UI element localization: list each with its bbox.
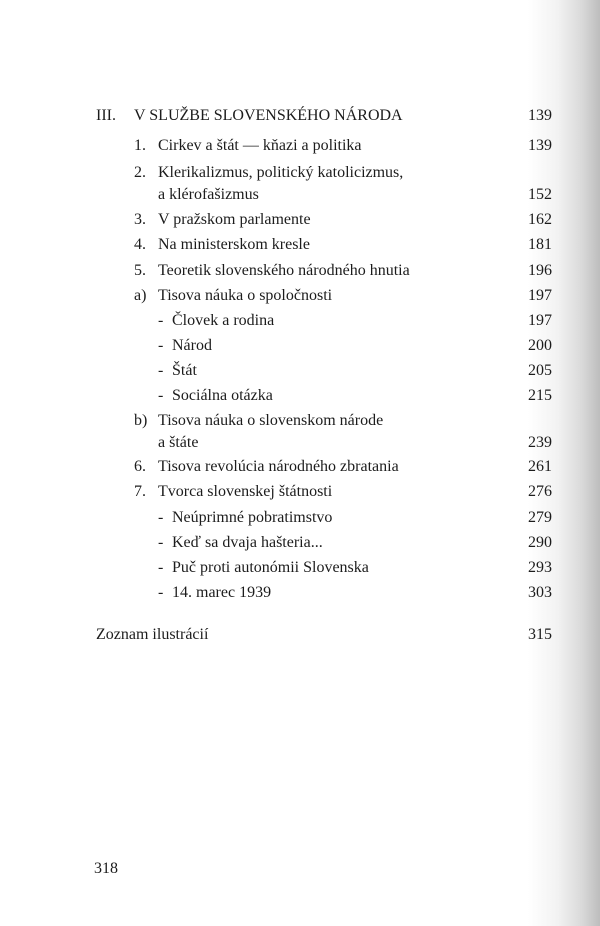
entry-number: 3.: [134, 211, 146, 228]
subentry-title: Národ: [172, 337, 212, 354]
entry-number: 5.: [134, 262, 146, 279]
entry-title: Teoretik slovenského národného hnutia: [158, 262, 410, 279]
subentry-dash: -: [158, 387, 164, 404]
toc-entry: [134, 163, 552, 209]
subentry-title: 14. marec 1939: [172, 584, 272, 601]
subentry-title: Sociálna otázka: [172, 387, 273, 404]
toc-entry: [134, 411, 552, 457]
toc-entry: [134, 482, 552, 508]
entry-title: V pražskom parlamente: [158, 211, 311, 228]
entry-page: 196: [528, 262, 552, 279]
page-number: 318: [94, 860, 118, 877]
entry-number: 4.: [134, 236, 146, 253]
entry-title: Cirkev a štát — kňazi a politika: [158, 137, 362, 154]
subentry-page: 303: [528, 584, 552, 601]
toc-subentry: [158, 361, 552, 387]
entry-page: 239: [528, 434, 552, 451]
subentry-dash: -: [158, 559, 164, 576]
entry-number: 6.: [134, 458, 146, 475]
subentry-page: 205: [528, 362, 552, 379]
entry-page: 197: [528, 287, 552, 304]
appendix-title: Zoznam ilustrácií: [96, 626, 209, 643]
chapter-title: V SLUŽBE SLOVENSKÉHO NÁRODA: [134, 107, 403, 124]
subentry-dash: -: [158, 534, 164, 551]
entry-page: 261: [528, 458, 552, 475]
toc-entry: [134, 210, 552, 236]
entry-page: 139: [528, 137, 552, 154]
toc-subentry: [158, 508, 552, 534]
entry-number: 2.: [134, 164, 146, 181]
entry-page: 276: [528, 483, 552, 500]
subentry-title: Keď sa dvaja hašteria...: [172, 534, 323, 551]
toc-entry: [134, 457, 552, 483]
subentry-dash: -: [158, 337, 164, 354]
toc-entry: [134, 261, 552, 287]
subentry-dash: -: [158, 312, 164, 329]
entry-number: a): [134, 287, 147, 304]
entry-title-line1: Tisova náuka o slovenskom národe: [158, 412, 384, 429]
toc-subentry: [158, 533, 552, 559]
appendix-page: 315: [528, 626, 552, 643]
subentry-page: 279: [528, 509, 552, 526]
entry-title-line2: a klérofašizmus: [158, 186, 259, 203]
toc-entry: [134, 286, 552, 312]
subentry-title: Puč proti autonómii Slovenska: [172, 559, 369, 576]
entry-title: Na ministerskom kresle: [158, 236, 310, 253]
entry-title: Tisova náuka o spoločnosti: [158, 287, 333, 304]
toc-appendix: [96, 625, 552, 651]
subentry-title: Štát: [172, 362, 197, 379]
entry-page: 162: [528, 211, 552, 228]
entry-title-line1: Klerikalizmus, politický katolicizmus,: [158, 164, 404, 181]
subentry-page: 290: [528, 534, 552, 551]
subentry-title: Človek a rodina: [172, 312, 275, 329]
toc-subentry: [158, 336, 552, 362]
subentry-page: 200: [528, 337, 552, 354]
chapter-number: III.: [96, 107, 116, 124]
subentry-page: 293: [528, 559, 552, 576]
toc-chapter-heading: [96, 106, 552, 132]
toc-entry: [134, 235, 552, 261]
toc-entry: [134, 136, 552, 162]
entry-number: b): [134, 412, 148, 429]
toc-subentry: [158, 386, 552, 412]
entry-title: Tvorca slovenskej štátnosti: [158, 483, 333, 500]
entry-page: 181: [528, 236, 552, 253]
toc-subentry: [158, 583, 552, 609]
entry-title: Tisova revolúcia národného zbratania: [158, 458, 399, 475]
toc-subentry: [158, 558, 552, 584]
subentry-page: 197: [528, 312, 552, 329]
entry-title-line2: a štáte: [158, 434, 199, 451]
subentry-title: Neúprimné pobratimstvo: [172, 509, 333, 526]
subentry-dash: -: [158, 584, 164, 601]
chapter-page: 139: [528, 107, 552, 124]
subentry-dash: -: [158, 509, 164, 526]
toc-subentry: [158, 311, 552, 337]
entry-page: 152: [528, 186, 552, 203]
subentry-dash: -: [158, 362, 164, 379]
subentry-page: 215: [528, 387, 552, 404]
entry-number: 1.: [134, 137, 146, 154]
entry-number: 7.: [134, 483, 146, 500]
